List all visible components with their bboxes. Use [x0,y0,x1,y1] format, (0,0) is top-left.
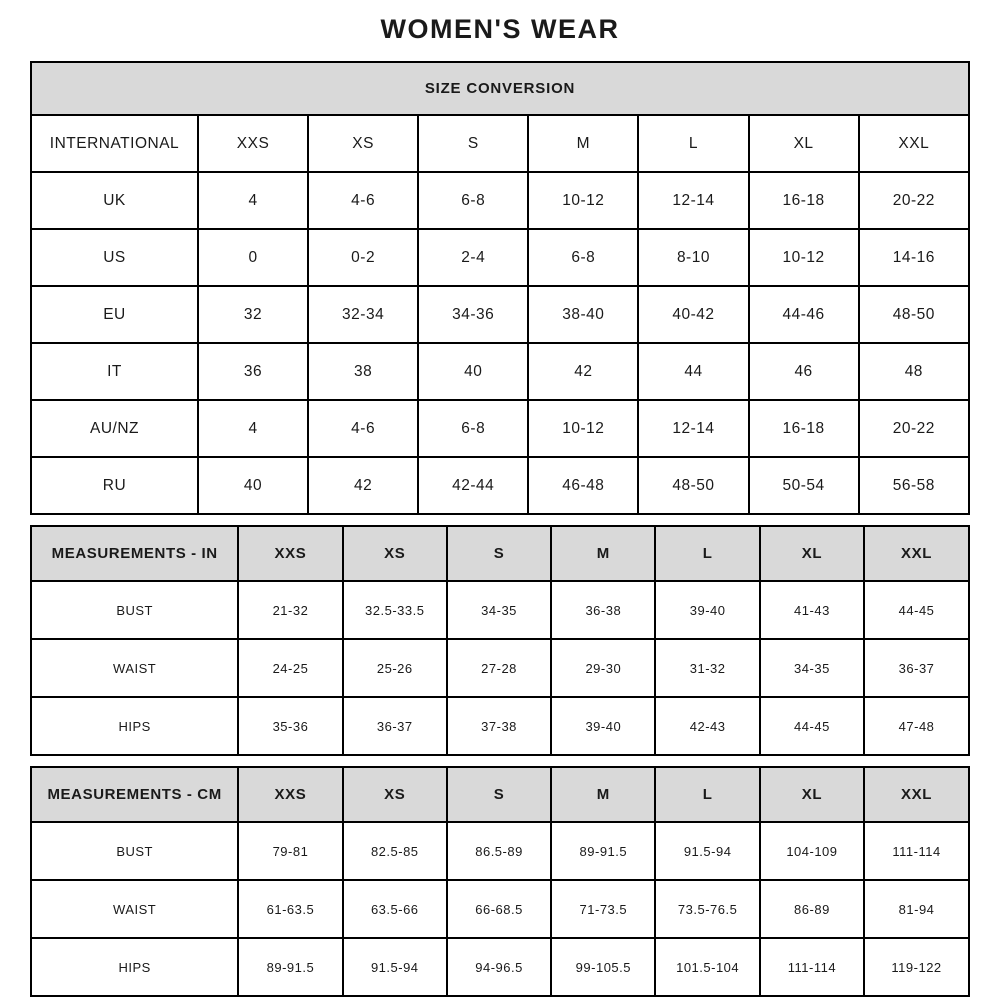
table-cell: 44 [638,343,748,400]
column-header: M [551,526,655,581]
table-cell: 48-50 [859,286,969,343]
table-cell: 34-36 [418,286,528,343]
table-cell: 20-22 [859,400,969,457]
table-cell: 39-40 [655,581,759,639]
column-header: XXL [864,526,969,581]
table-row [31,697,969,755]
size-conversion-rows [31,172,969,514]
table-cell: 6-8 [418,400,528,457]
table-row [31,880,969,938]
row-label: BUST [31,822,238,880]
table-cell: 79-81 [238,822,342,880]
column-header: XS [343,767,447,822]
column-header: S [418,115,528,172]
table-cell: 34-35 [447,581,551,639]
table-cell: 91.5-94 [655,822,759,880]
first-column-header: INTERNATIONAL [31,115,198,172]
table-cell: 39-40 [551,697,655,755]
table-cell: 31-32 [655,639,759,697]
table-cell: 73.5-76.5 [655,880,759,938]
row-label: WAIST [31,880,238,938]
measurements-cm-rows [31,822,969,996]
row-label: RU [31,457,198,514]
table-cell: 16-18 [749,172,859,229]
column-header: XXS [238,767,342,822]
column-header: XXS [238,526,342,581]
row-label: UK [31,172,198,229]
table-cell: 42 [528,343,638,400]
table-cell: 56-58 [859,457,969,514]
table-cell: 82.5-85 [343,822,447,880]
table-cell: 12-14 [638,172,748,229]
table-cell: 94-96.5 [447,938,551,996]
table-cell: 10-12 [528,172,638,229]
table-cell: 99-105.5 [551,938,655,996]
table-header-row [31,526,969,581]
table-cell: 4 [198,400,308,457]
table-cell: 20-22 [859,172,969,229]
table-cell: 42-44 [418,457,528,514]
table-cell: 29-30 [551,639,655,697]
column-header: XS [308,115,418,172]
table-cell: 32.5-33.5 [343,581,447,639]
column-header: XL [760,526,864,581]
table-cell: 37-38 [447,697,551,755]
column-header-row [31,115,969,172]
column-header: XXS [198,115,308,172]
table-title: MEASUREMENTS - IN [31,526,238,581]
table-cell: 6-8 [528,229,638,286]
table-cell: 48-50 [638,457,748,514]
table-cell: 40 [198,457,308,514]
table-row [31,172,969,229]
row-label: IT [31,343,198,400]
table-row [31,581,969,639]
table-cell: 44-45 [760,697,864,755]
row-label: WAIST [31,639,238,697]
table-cell: 47-48 [864,697,969,755]
table-cell: 36-37 [864,639,969,697]
table-cell: 86.5-89 [447,822,551,880]
table-cell: 46-48 [528,457,638,514]
row-label: US [31,229,198,286]
table-cell: 25-26 [343,639,447,697]
table-row [31,822,969,880]
column-header: M [528,115,638,172]
table-cell: 4 [198,172,308,229]
table-cell: 40 [418,343,528,400]
table-row [31,286,969,343]
table-cell: 24-25 [238,639,342,697]
table-cell: 66-68.5 [447,880,551,938]
column-header: M [551,767,655,822]
table-cell: 89-91.5 [238,938,342,996]
column-header: XXL [864,767,969,822]
column-header: XL [760,767,864,822]
table-title-row [31,62,969,115]
table-cell: 0-2 [308,229,418,286]
table-row [31,400,969,457]
table-cell: 101.5-104 [655,938,759,996]
table-cell: 86-89 [760,880,864,938]
page-title: WOMEN'S WEAR [380,14,620,44]
measurements-in-rows [31,581,969,755]
table-cell: 34-35 [760,639,864,697]
table-cell: 2-4 [418,229,528,286]
table-cell: 27-28 [447,639,551,697]
table-cell: 4-6 [308,172,418,229]
table-cell: 61-63.5 [238,880,342,938]
column-header: XXL [859,115,969,172]
row-label: BUST [31,581,238,639]
table-cell: 36-38 [551,581,655,639]
table-cell: 42-43 [655,697,759,755]
table-cell: 89-91.5 [551,822,655,880]
table-row [31,457,969,514]
row-label: EU [31,286,198,343]
row-label: HIPS [31,938,238,996]
table-cell: 50-54 [749,457,859,514]
row-label: HIPS [31,697,238,755]
table-cell: 10-12 [749,229,859,286]
column-header: L [655,767,759,822]
column-header: L [638,115,748,172]
table-cell: 8-10 [638,229,748,286]
column-header: S [447,526,551,581]
column-header: XL [749,115,859,172]
table-row [31,343,969,400]
table-cell: 38 [308,343,418,400]
table-cell: 4-6 [308,400,418,457]
table-cell: 44-45 [864,581,969,639]
table-cell: 91.5-94 [343,938,447,996]
table-cell: 32 [198,286,308,343]
table-cell: 36-37 [343,697,447,755]
table-cell: 38-40 [528,286,638,343]
table-cell: 32-34 [308,286,418,343]
size-conversion-table [30,61,970,515]
table-cell: 12-14 [638,400,748,457]
table-cell: 46 [749,343,859,400]
table-cell: 71-73.5 [551,880,655,938]
table-cell: 10-12 [528,400,638,457]
table-cell: 111-114 [760,938,864,996]
row-label: AU/NZ [31,400,198,457]
column-header: XS [343,526,447,581]
measurements-in-table [30,525,970,756]
table-cell: 0 [198,229,308,286]
table-row [31,938,969,996]
column-header: S [447,767,551,822]
table-cell: 111-114 [864,822,969,880]
table-cell: 104-109 [760,822,864,880]
table-cell: 81-94 [864,880,969,938]
table-title: MEASUREMENTS - CM [31,767,238,822]
table-cell: 21-32 [238,581,342,639]
table-cell: 119-122 [864,938,969,996]
table-cell: 16-18 [749,400,859,457]
table-title: SIZE CONVERSION [31,62,969,115]
measurements-cm-table [30,766,970,997]
table-cell: 41-43 [760,581,864,639]
table-cell: 35-36 [238,697,342,755]
table-cell: 42 [308,457,418,514]
table-cell: 14-16 [859,229,969,286]
table-header-row [31,767,969,822]
table-cell: 6-8 [418,172,528,229]
table-cell: 36 [198,343,308,400]
table-cell: 44-46 [749,286,859,343]
table-row [31,639,969,697]
table-row [31,229,969,286]
table-cell: 48 [859,343,969,400]
column-header: L [655,526,759,581]
table-cell: 40-42 [638,286,748,343]
table-cell: 63.5-66 [343,880,447,938]
